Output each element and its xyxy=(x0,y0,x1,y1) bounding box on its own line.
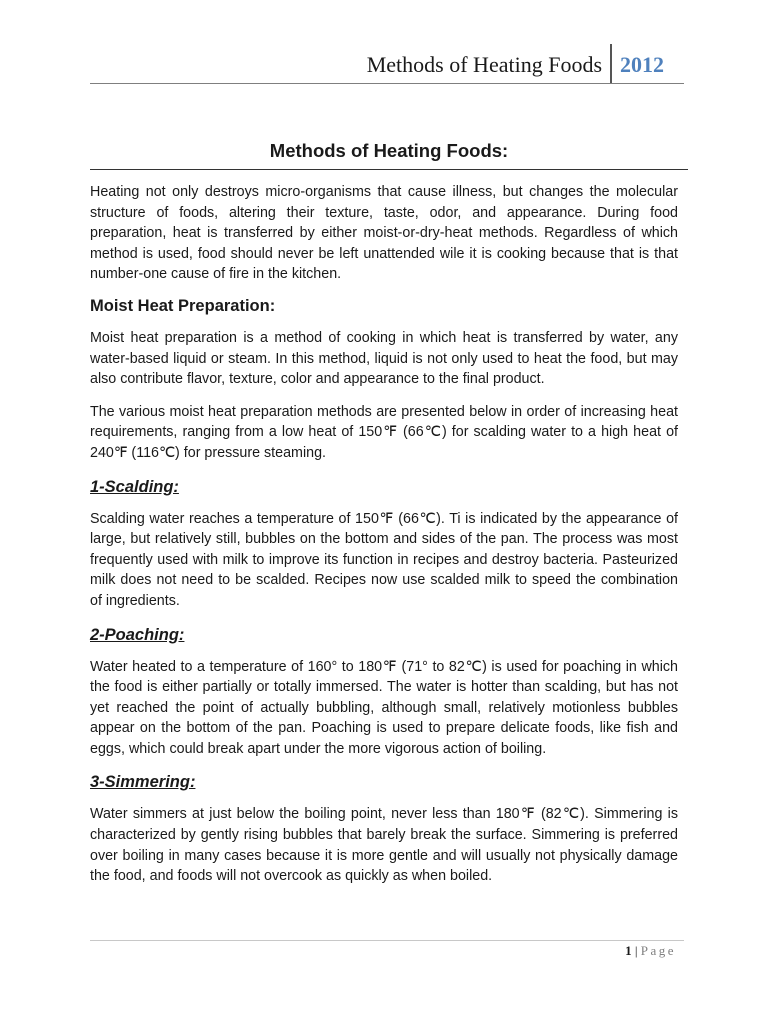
moist-heat-heading: Moist Heat Preparation: xyxy=(90,296,276,315)
header-rule xyxy=(90,83,684,84)
header-title: Methods of Heating Foods xyxy=(366,52,602,77)
page-number: 1 xyxy=(625,943,632,958)
page-number-block xyxy=(625,943,676,959)
moist-heat-paragraph-1: Moist heat preparation is a method of cooking in which heat is transferred by water, any water-based liquid or steam. In this method, liquid is not only used to heat the food, but may also contribute flavor, texture, color and appearance to the final product. xyxy=(90,329,678,388)
footer-rule xyxy=(90,940,684,941)
page-header xyxy=(90,44,684,84)
section-text-scalding: Scalding water reaches a temperature of 150℉ (66℃). Ti is indicated by the appearance of large, but relatively still, bubbles on the bottom and sides of the pan. The process was most frequently used with milk to improve its function in recipes and destroy bacteria. Pasteurized milk does not need to be scalded. Recipes now use scalded milk to speed the combination of ingredients. xyxy=(90,510,678,609)
header-separator xyxy=(610,44,612,84)
page-label: Page xyxy=(640,943,676,958)
section-text-simmering: Water simmers at just below the boiling point, never less than 180℉ (82℃). Simmering is characterized by gently rising bubbles that barely break the surface. Simmering is preferred over boiling in many cases because it is more gentle and will usually not physically damage the food, and foods will not overcook as quickly as when boiled. xyxy=(90,806,678,885)
section-heading-poaching: 2-Poaching: xyxy=(90,625,185,644)
header-year: 2012 xyxy=(620,52,664,77)
intro-paragraph: Heating not only destroys micro-organisms that cause illness, but changes the molecular structure of foods, altering their texture, taste, odor, and appearance. During food preparation, heat is transferred by either moist-or-dry-heat methods. Regardless of which method is used, food should never be left unattended wile it is cooking because that is that number-one cause of fire in the kitchen. xyxy=(90,184,678,283)
section-heading-scalding: 1-Scalding: xyxy=(90,477,179,496)
page-footer xyxy=(90,940,684,970)
document-title: Methods of Heating Foods: xyxy=(90,140,688,170)
section-heading-simmering: 3-Simmering: xyxy=(90,773,196,792)
document-body xyxy=(90,140,678,887)
section-text-poaching: Water heated to a temperature of 160° to 180℉ (71° to 82℃) is used for poaching in which the food is either partially or totally immersed. The water is hotter than scalding, but has not yet reached the point of actually bubbling, although small, relatively motionless bubbles appear on the bottom of the pan. Poaching is used to prepare delicate foods, like fish and eggs, which could break apart under the more vigorous action of boiling. xyxy=(90,658,678,757)
moist-heat-paragraph-2: The various moist heat preparation methods are presented below in order of increasing heat requirements, ranging from a low heat of 150℉ (66℃) for scalding water to a high heat of 240℉ (116℃) for pressure steaming. xyxy=(90,403,678,461)
page-number-separator: | xyxy=(634,943,638,958)
